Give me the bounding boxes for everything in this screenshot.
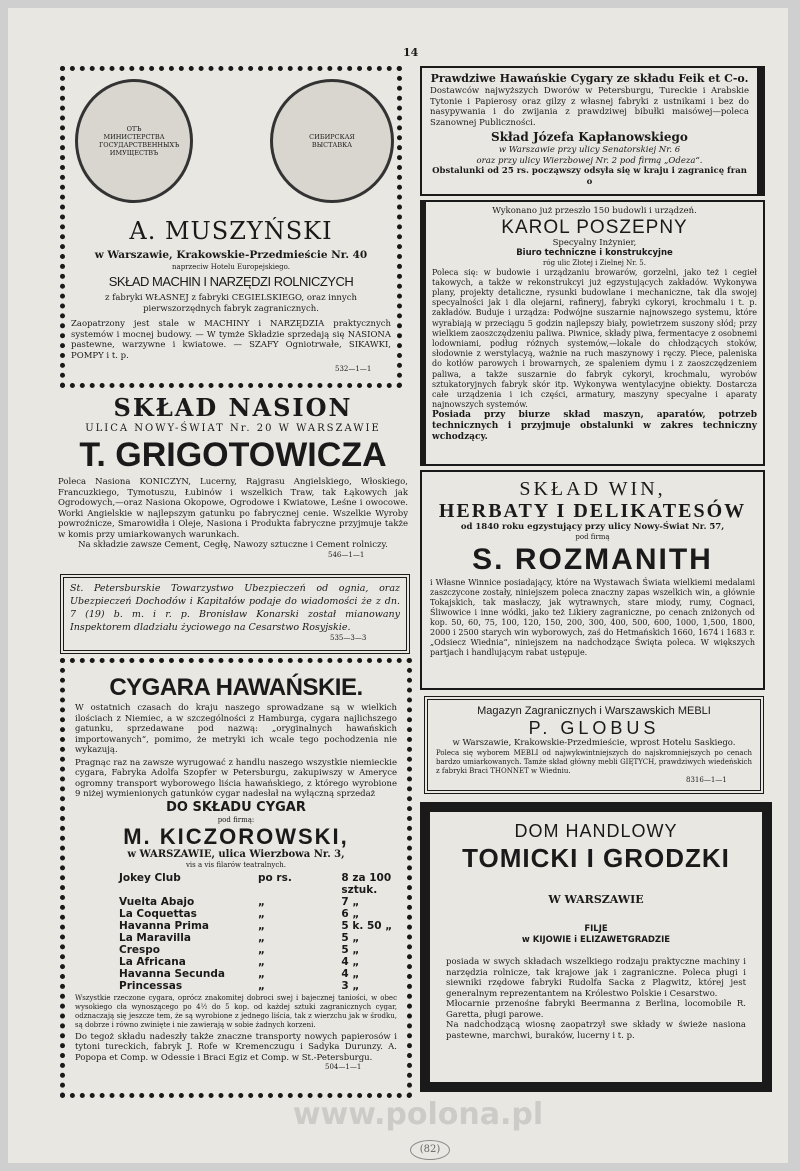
nasiona-street: ULICA NOWY-ŚWIAT Nr. 20 W WARSZAWIE	[85, 423, 381, 434]
tomicki-body2: Młocarnie przenośne fabryki Beermanna z Berlina, locomobile R. Garetta, pługi parowe.	[446, 999, 746, 1020]
globus-name: P. GLOBUS	[528, 718, 660, 738]
tomicki-name: TOMICKI I GRODZKI	[462, 843, 730, 873]
price-value: 7 „	[341, 895, 360, 908]
price-name: Vuelta Abajo	[119, 895, 195, 908]
rozmanith-name: S. ROZMANITH	[472, 542, 713, 576]
price-row	[119, 896, 397, 908]
cygara-merchant-sub: vis a vis filarów teatralnych.	[185, 860, 287, 869]
tomicki-branches: w KIJOWIE i ELIZAWETGRADZIE	[521, 934, 671, 945]
page-stamp: (82)	[410, 1140, 450, 1160]
medal-left-text: ОТЪ МИНИСТЕРСТВА ГОСУДАРСТВЕННЫХЪ ИМУЩЕСТВЪ	[99, 125, 180, 157]
price-row	[119, 920, 397, 932]
poszepny-name: KAROL POSZEPNY	[501, 216, 688, 238]
globus-address: w Warszawie, Krakowskie-Przedmieście, wprost Hotelu Saskiego.	[452, 738, 736, 748]
price-row	[119, 908, 397, 920]
price-ditto: po rs.	[258, 871, 292, 884]
ubezp-body: St. Petersburskie Towarzystwo Ubezpieczeń od ognia, oraz Ubezpieczeń Dochodów i Kapitałów podaje do wiadomości że z dn. 7 (19) b. m. i r. p. Bronisław Konarski został mianowany Inspektorem dladziału życiowego na Cesarstwo Rosyjskie.	[70, 583, 400, 633]
feik-address2: oraz przy ulicy Wierzbowej Nr. 2 pod firmą „Odeza“.	[476, 155, 703, 166]
price-name: Princessas	[119, 979, 183, 992]
price-value: 5 „	[341, 931, 360, 944]
muszynski-headline: SKŁAD MACHIN I NARZĘDZI ROLNICZYCH	[108, 274, 354, 289]
nasiona-headline: SKŁAD NASION	[113, 394, 353, 422]
rozmanith-headline2: HERBATY I DELIKATESÓW	[438, 500, 747, 522]
feik-body: Dostawców najwyższych Dworów w Petersburgu, Tureckie i Arabskie Tytonie i Papierosy oraz gilzy z własnej fabryki z ustnikami i bez do nasypywania i do zwijania z prawdziwej bibułki maisówej—poleca Szanownej Publiczności.	[430, 86, 749, 128]
ad-globus	[424, 696, 764, 794]
tomicki-headline: DOM HANDLOWY	[514, 821, 678, 841]
rozmanith-headline1: SKŁAD WIN,	[519, 478, 666, 500]
cygara-merchant-address: w WARSZAWIE, ulica Wierzbowa Nr. 3,	[127, 848, 345, 860]
rozmanith-body: i Własne Winnice posiadający, które na Wystawach Świata wielkiemi medalami zaszczycone zostały, niniejszem poleca znaczny zapas wszelkich win, a głównie Tokajskich, tak masłaczy, jak wytrawnych, stare miody, rumy, Cognaci, Śliwowice i inne wódki, jako też Likiery zagraniczne, po cenach zniżonych od kop. 50, 60, 75, 100, 120, 150, 200, 300, 400, 500, 600, 1000, 1,500, 1800, 2000 i 2500 starych win wyborowych, zaś do Hetmańskich 1660, 1674 i 1683 r. „Odsiecz Wiednia“, niniejszem na nadchodzące Święta poleca. W większych partjach i handlującym rabat ustępuje.	[430, 577, 755, 657]
ad-rozmanith	[420, 470, 765, 690]
price-ditto: „	[258, 931, 265, 944]
cygara-code: 504—1—1	[325, 1063, 362, 1071]
feik-headline: Prawdziwe Hawańskie Cygary ze składu Feik et C-o.	[430, 72, 749, 85]
tomicki-city: W WARSZAWIE	[548, 893, 644, 906]
ad-ubezpieczenia	[60, 574, 410, 654]
price-name: La Coquettas	[119, 907, 197, 920]
price-row	[119, 872, 397, 896]
poszepny-footer: Posiada przy biurze skład maszyn, aparatów, potrzeb technicznych i przyjmuje obstalunki w zakres techniczny wchodzący.	[432, 410, 757, 443]
nasiona-body2: Na składzie zawsze Cement, Cegłę, Nawozy sztuczne i Cement rolniczy.	[78, 540, 388, 550]
price-value: 4 „	[341, 955, 360, 968]
poszepny-bureau: Biuro techniczne i konstrukcyjne	[516, 248, 673, 258]
price-ditto: „	[258, 967, 265, 980]
price-ditto: „	[258, 895, 265, 908]
rozmanith-firm: pod firmą	[575, 532, 610, 541]
rozmanith-since: od 1840 roku egzystujący przy ulicy Nowy-Świat Nr. 57,	[460, 522, 725, 532]
ad-feik	[420, 66, 765, 196]
watermark: www.polona.pl	[292, 1098, 544, 1132]
muszynski-sub: naprzeciw Hotelu Europejskiego.	[172, 263, 290, 271]
ad-muszynski	[60, 66, 402, 388]
page-number: 14	[403, 46, 419, 59]
price-value: 4 „	[341, 967, 360, 980]
nasiona-code: 546—1—1	[328, 550, 365, 559]
poszepny-bureau-addr: róg ulic Złotej i Zielnej Nr. 5.	[543, 258, 646, 267]
price-ditto: „	[258, 919, 265, 932]
ad-nasiona	[58, 394, 408, 574]
ubezp-code: 535—3—3	[330, 634, 367, 642]
tomicki-body3: Na nadchodzącą wiosnę zaopatrzył swe składy w świeże nasiona pastewne, marchwi, buraków, lucerny i t. p.	[446, 1020, 746, 1041]
tomicki-body: posiada w swych składach wszelkiego rodzaju praktyczne machiny i narzędzia rolnicze, tak krajowe jak i zagraniczne. Poleca pługi i siewniki rzędowe fabryki Rudolfa Sacka z Plagwitz, której jest generalnym reprezentantem na Królestwo Polskie i Cesarstwo.	[446, 957, 746, 999]
muszynski-name: A. MUSZYŃSKI	[129, 217, 333, 245]
price-name: Havanna Secunda	[119, 967, 225, 980]
ad-poszepny	[420, 200, 765, 466]
price-ditto: „	[258, 943, 265, 956]
poszepny-body: Poleca się: w budowie i urządzaniu browarów, gorzelni, jako też i cegieł takowych, a także w rekonstrukcyi już egzystujących zakładów. Wykonywa plany, projekty detaliczne, rysunki budowlane i mechaniczne, tak dla swojej specyalności jak i dla olejarni, rafineryj, fabryki cykoryi, krochmalu i t. p. zakładów. Buduje i urządza: Podwójne suszarnie najnowszego systemu, które wyrabiają w przeciągu 5 godzin najlepszy biały, powietrzem suszony słód; przy wielkiem zaoszczędzeniu paliwa. Piwnice, składy piwa, fermentacye z osobnemi lodowniami, podług różnych systemów,—lokale do chłodzących stoków, słodownie z werstylacyą, ważnie na ruch maszynowy i ręczy. Piece, paleniska do kotłów parowych i browarnych, ze spaleniem dymu i z zaoszczędzeniem paliwa, a także suszarnie do fabryk cykoryi, krochmalu, wyrobów sztukatoryjnych fabryk skór itp. Wykonywa wentylacyjne obiekty. Dostarcza całe urządzenia i ich części, armatury, maszyny specyalne i aparaty najnowszych systemów.	[432, 267, 757, 410]
cygara-price-list	[75, 872, 397, 992]
price-ditto: „	[258, 907, 265, 920]
price-row	[119, 956, 397, 968]
feik-store: Skład Józefa Kapłanowskiego	[491, 130, 688, 144]
cygara-body2: Pragnąc raz na zawsze wyrugować z handlu naszego wszystkie niemieckie cygara, Fabryka Adolfa Szopfer w Petersburgu, zakupiwszy w Ameryce ogromny transport wyborowego liścia hawańskiego, z którego wyrobione 9 niżej wymienionych gatunków cygar nadesłał na wyłączną sprzedaż	[75, 757, 397, 799]
medal-right-text: СИБИРСКАЯ ВЫСТАВКА	[309, 133, 355, 149]
price-name: Havanna Prima	[119, 919, 209, 932]
cygara-headline: CYGARA HAWAŃSKIE.	[109, 674, 363, 701]
muszynski-body: z fabryki WŁASNEJ z fabryki CEGIELSKIEGO, oraz innych pierwszorzędnych fabryk zagranicznych.	[105, 293, 357, 314]
cygara-body3: Wszystkie rzeczone cygara, oprócz znakomitej dobroci swej i bajecznej taniości, w obec wysokiego cła wynoszącego po 4½ do 5 kop. od każdej sztuki zagranicznych cygar, odznaczają się jeszcze tem, że są wyrobione z jednego liścia, tak z wierzchu jak w środku, są dobrze i równo zwinięte i nie zawierają w sobie żadnych korzeni.	[75, 993, 397, 1029]
cygara-body4: Do tegoż składu nadeszły także znaczne transporty nowych papierosów i tytoni tureckich, fabryk J. Rofe w Kremenczugu i Sadyka Durunzy. A. Popopa et Comp. w Odessie i Braci Egiz et Comp. w St.-Petersburgu.	[75, 1031, 397, 1063]
price-value: 5 k. 50 „	[341, 919, 393, 932]
newspaper-page	[8, 8, 788, 1163]
price-value: 3 „	[341, 979, 360, 992]
price-name: La Africana	[119, 955, 186, 968]
ad-cygara	[60, 658, 412, 1098]
cygara-merchant: M. KICZOROWSKI,	[123, 823, 349, 849]
cygara-store-sub: pod firmą:	[217, 815, 255, 824]
globus-body: Poleca się wyborem MEBLI od najwykwintniejszych do najskromniejszych po cenach bardzo umiarkowanych. Tamże skład główny mebli GIĘTYCH, prawdziwych wiedeńskich z fabryki Braci THONNET w Wiedniu.	[436, 748, 752, 775]
muszynski-code: 532—1—1	[335, 365, 372, 373]
price-name: Crespo	[119, 943, 160, 956]
price-value: 5 „	[341, 943, 360, 956]
price-ditto: „	[258, 955, 265, 968]
medal-right-icon	[270, 79, 394, 203]
poszepny-title: Specyalny Inżynier,	[552, 237, 637, 248]
globus-code: 8316—1—1	[686, 775, 727, 784]
price-ditto: „	[258, 979, 265, 992]
tomicki-filje: FILJE	[584, 924, 608, 934]
feik-address: w Warszawie przy ulicy Senatorskiej Nr. 6	[498, 145, 681, 155]
price-row	[119, 968, 397, 980]
price-name: Jokey Club	[119, 871, 181, 884]
price-row	[119, 932, 397, 944]
nasiona-name: T. GRIGOTOWICZA	[79, 436, 387, 474]
price-value: 8 za 100 sztuk.	[341, 871, 392, 896]
muszynski-body2: Zaopatrzony jest stale w MACHINY i NARZĘDZIA praktycznych systemów i mocnej budowy. — W tymże Składzie sprzedają się NASIONA pastewne, warzywne i kwiatowe. — SZAFY Ogniotrwałe, SIKAWKI, POMPY i t. p.	[71, 319, 391, 361]
cygara-store-line: DO SKŁADU CYGAR	[166, 799, 306, 815]
nasiona-body: Poleca Nasiona KONICZYN, Lucerny, Rajgrasu Angielskiego, Włoskiego, Francuzkiego, Tymotuszu, Łubinów i wszelkich Traw, tak Łąkowych jak Ogrodowych,—oraz Nasiona Okopowe, Ogrodowe i Kwiatowe, Leśne i owocowe. Worki Angielskie w najlepszym gatunku po fabrycznej cenie. Wszelkie Wyroby powroźnicze, Smarowidła i Oleje, Nasiona i Produkta fabryczne przyjmuje także w komis przy umiarkowanych warunkach.	[58, 477, 408, 540]
price-value: 6 „	[341, 907, 360, 920]
price-name: La Maravilla	[119, 931, 191, 944]
cygara-body: W ostatnich czasach do kraju naszego sprowadzane są w wielkich ilościach z Niemiec, a w szczególności z Hamburga, cygara najlichszego gatunku, sprzedawane pod nazwą: „oryginalnych hawańskich importowanych“, pomimo, że metryki ich wcale tego pochodzenia nie wykazują.	[75, 703, 397, 755]
medal-left-icon	[75, 79, 193, 203]
feik-footer: Obstalunki od 25 rs. począwszy odsyła się w kraju i zagranicę fran o	[432, 166, 747, 187]
globus-headline: Magazyn Zagranicznych i Warszawskich MEBLI	[477, 705, 711, 717]
price-row	[119, 944, 397, 956]
ad-tomicki	[420, 802, 772, 1092]
muszynski-address: w Warszawie, Krakowskie-Przedmieście Nr. 40	[94, 249, 368, 261]
poszepny-intro: Wykonano już przeszło 150 budowli i urządzeń.	[492, 206, 697, 216]
price-row	[119, 980, 397, 992]
